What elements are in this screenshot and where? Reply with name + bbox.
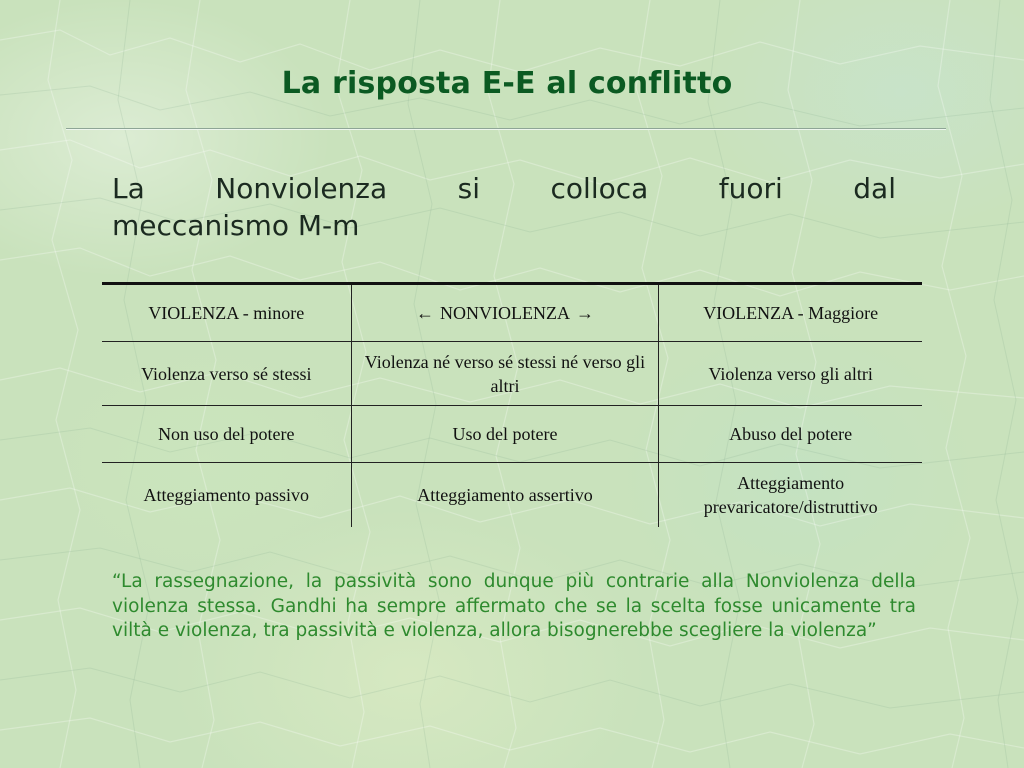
header-center-label: NONVIOLENZA [439,303,570,323]
right-arrow-icon: → [575,303,594,323]
table-cell-center: Atteggiamento assertivo [351,463,659,528]
slide-title: La risposta E-E al conflitto [281,66,733,101]
comparison-table [102,282,922,527]
table-cell-left: Non uso del potere [102,406,351,463]
table-header-row [102,284,922,342]
header-cell-left: VIOLENZA - minore [102,284,351,342]
table-cell-left: Violenza verso sé stessi [102,342,351,406]
table-cell-center: Violenza né verso sé stessi né verso gli altri [351,342,659,406]
intro-line-1: La Nonviolenza si colloca fuori dal [112,172,896,205]
header-cell-center [351,284,659,342]
gandhi-quote: “La rassegnazione, la passività sono dunque più contrarie alla Nonviolenza della violenza stessa. Gandhi ha sempre affermato che se la scelta fosse unicamente tra viltà e violenza, tra passività e violenza, allora bisognerebbe scegliere la violenza” [112,571,916,641]
table-row [102,463,922,528]
title-divider [66,128,946,130]
table-row [102,342,922,406]
table-cell-right: Violenza verso gli altri [659,342,922,406]
intro-text [112,170,896,244]
table-cell-right: Atteggiamento prevaricatore/distruttivo [703,473,878,517]
table-cell-right: Abuso del potere [659,406,922,463]
table-row [102,406,922,463]
intro-line-2: meccanismo M-m [112,209,360,242]
table-cell-left: Atteggiamento passivo [102,463,351,528]
header-cell-right: VIOLENZA - Maggiore [659,284,922,342]
left-arrow-icon: ← [415,303,434,323]
table-cell-center: Uso del potere [351,406,659,463]
